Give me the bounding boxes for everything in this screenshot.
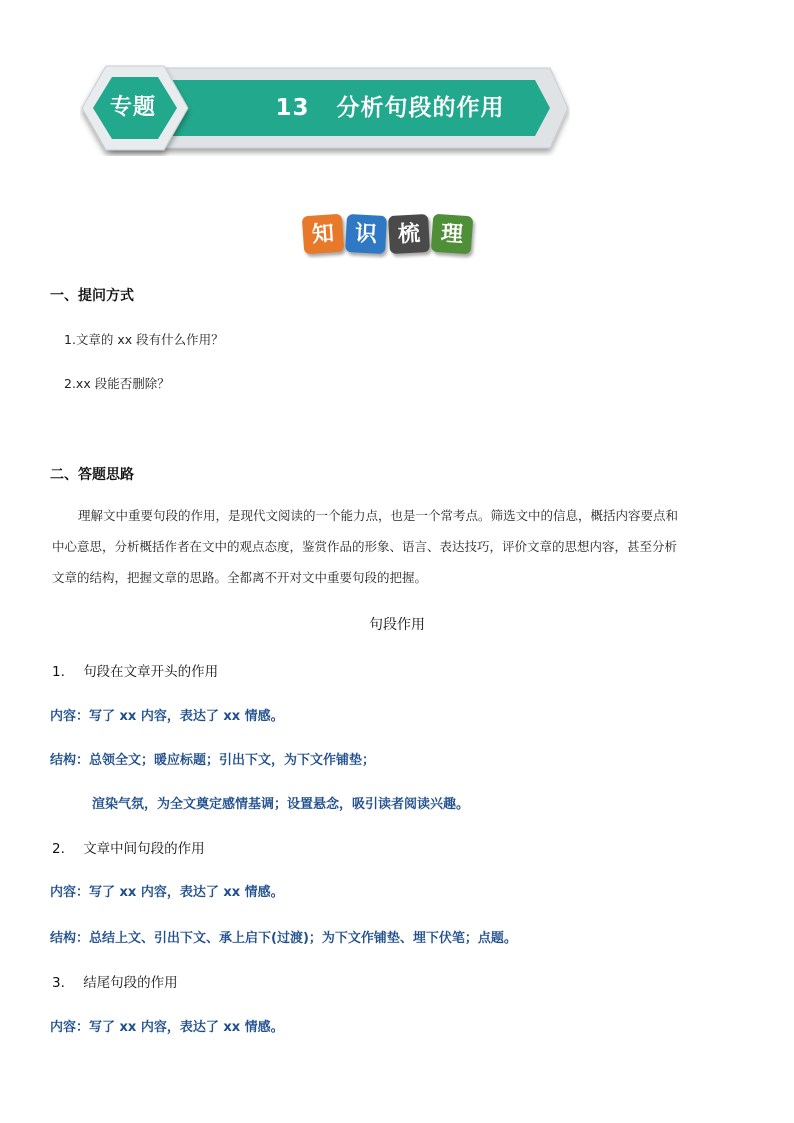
item-number: 2.	[52, 841, 65, 857]
knowledge-tile-4: 理	[431, 214, 474, 255]
paragraph-line: 文章的结构，把握文章的思路。全都离不开对文中重要句段的把握。	[52, 570, 428, 585]
item-title: 文章中间句段的作用	[83, 841, 205, 857]
section-heading-answer-approach: 二、答题思路	[50, 467, 134, 483]
knowledge-review-badge	[303, 215, 473, 255]
question-item: 2.xx 段能否删除？	[64, 376, 170, 391]
item-heading-3	[52, 971, 178, 991]
item-heading-2	[52, 837, 205, 857]
item-structure: 结构：总领全文；暖应标题；引出下文，为下文作铺垫；	[50, 753, 376, 768]
item-number: 3.	[52, 975, 65, 991]
topic-title: 13 分析句段的作用	[275, 95, 505, 121]
question-item: 1.文章的 xx 段有什么作用？	[64, 332, 224, 347]
item-structure: 结构：总结上文、引出下文、承上启下(过渡)；为下文作铺垫、埋下伏笔；点题。	[50, 931, 517, 946]
item-title: 结尾句段的作用	[83, 975, 178, 991]
knowledge-tile-2: 识	[345, 214, 387, 254]
paragraph-line: 中心意思，分析概括作者在文中的观点态度，鉴赏作品的形象、语言、表达技巧，评价文章的思想内容，甚至分析	[52, 539, 678, 554]
item-title: 句段在文章开头的作用	[83, 664, 219, 680]
item-content: 内容：写了 xx 内容，表达了 xx 情感。	[50, 1020, 284, 1035]
item-heading-1	[52, 660, 218, 680]
item-content: 内容：写了 xx 内容，表达了 xx 情感。	[50, 709, 284, 724]
approach-paragraph	[52, 500, 752, 593]
item-content: 内容：写了 xx 内容，表达了 xx 情感。	[50, 885, 284, 900]
item-structure-continued: 渲染气氛，为全文奠定感情基调；设置悬念，吸引读者阅读兴趣。	[92, 797, 470, 812]
knowledge-tile-3: 梳	[388, 214, 430, 254]
knowledge-tile-1: 知	[302, 214, 345, 255]
item-number: 1.	[52, 664, 65, 680]
topic-banner	[80, 60, 570, 156]
section-heading-question-forms: 一、提问方式	[50, 288, 134, 304]
section-center-title: 句段作用	[369, 617, 425, 633]
paragraph-line: 理解文中重要句段的作用，是现代文阅读的一个能力点，也是一个常考点。筛选文中的信息，概括内容要点和	[78, 508, 679, 523]
topic-tag: 专题	[109, 95, 156, 120]
